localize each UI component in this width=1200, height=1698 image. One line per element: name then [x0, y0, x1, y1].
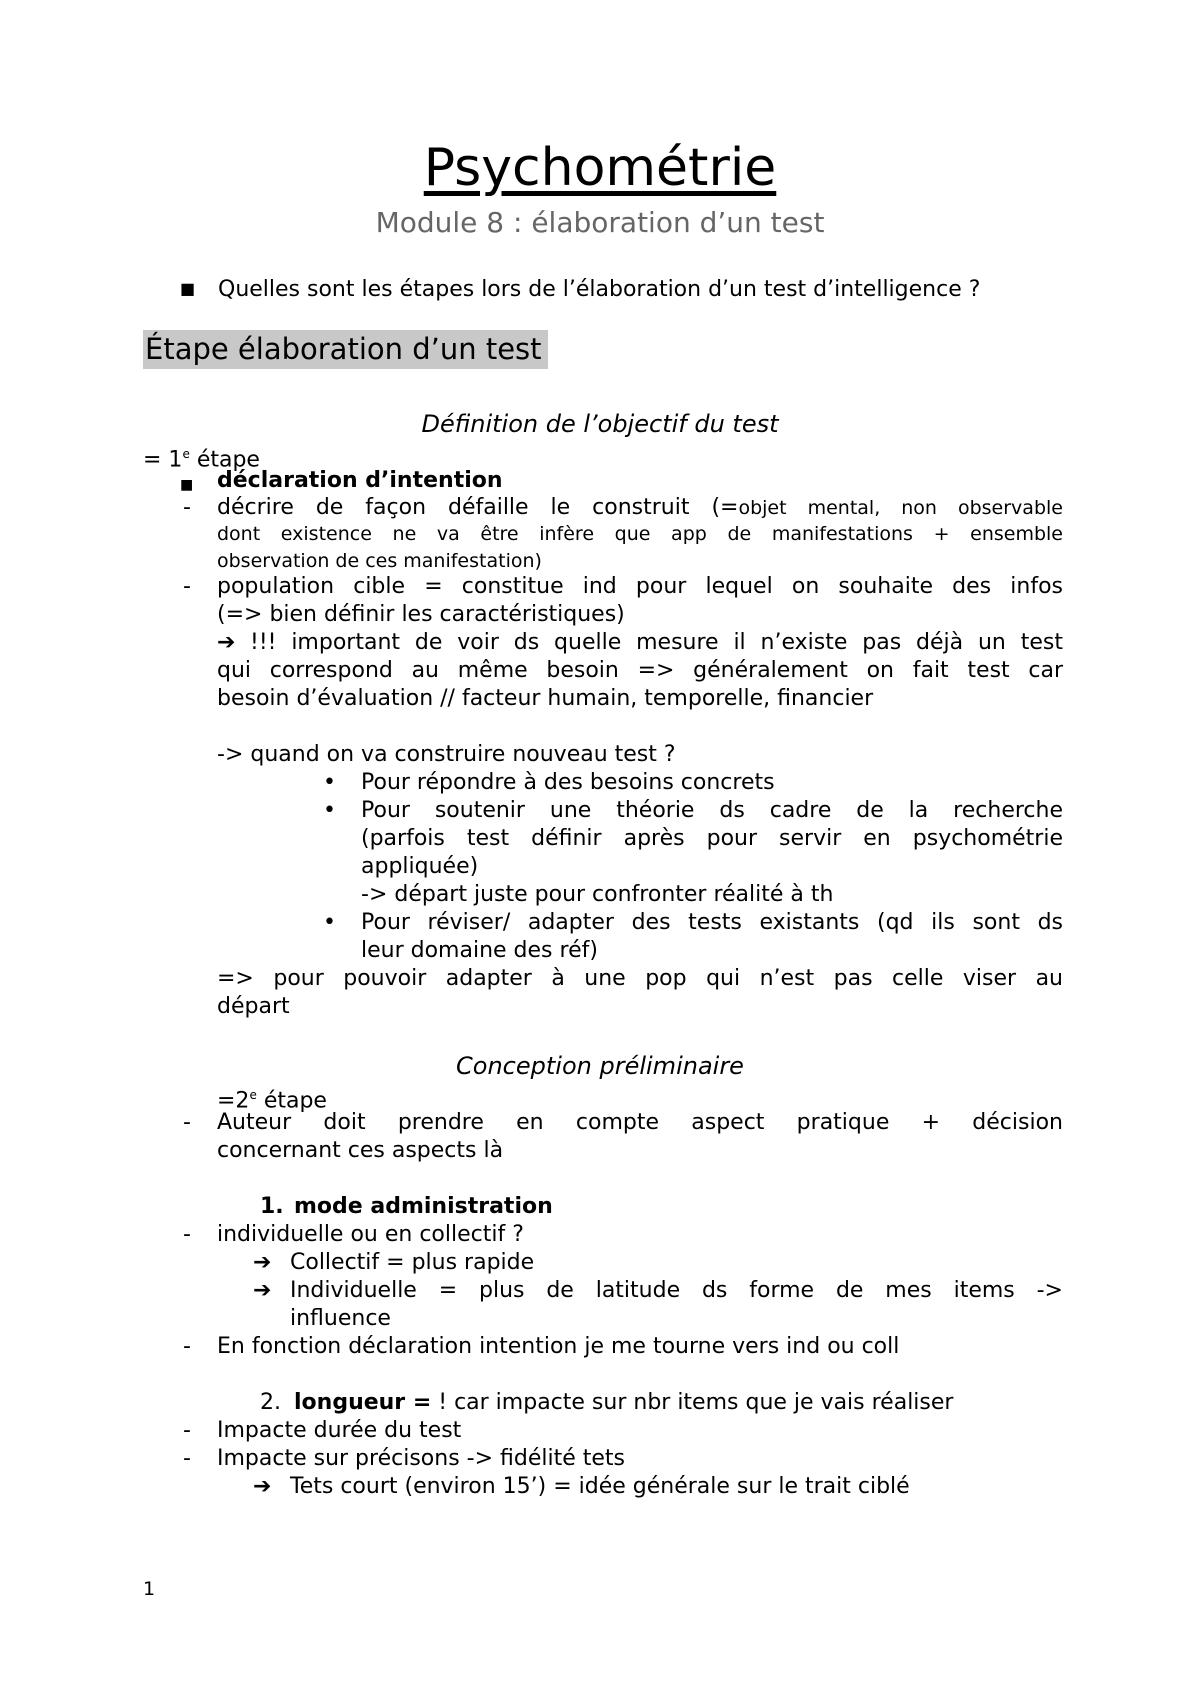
fonction-line: En fonction déclaration intention je me tourne vers ind ou coll [217, 1334, 900, 1359]
arrow-icon: ➔ [253, 1250, 272, 1275]
dash-bullet: - [183, 1110, 191, 1135]
reason-2-line-3: appliquée) [361, 854, 479, 879]
population-line-1: population cible = constitue ind pour lequel on souhaite des infos [217, 574, 1063, 599]
important-line-3: besoin d’évaluation // facteur humain, temporelle, financier [217, 686, 874, 711]
reason-2-line-2: (parfois test définir après pour servir en psychométrie [361, 826, 1063, 851]
mode-heading: mode administration [294, 1194, 553, 1219]
round-bullet-icon: • [323, 910, 336, 935]
heading-definition: Définition de l’objectif du test [421, 410, 779, 438]
dash-bullet: - [183, 1446, 191, 1471]
page-number: 1 [143, 1578, 156, 1600]
construct-line-2: dont existence ne va être infère que app de manifestations + ensemble [217, 523, 1063, 545]
step-2-line: $=2^e$ étape [217, 1088, 327, 1114]
dash-bullet: - [183, 495, 191, 520]
arrow-icon: ➔ [253, 1474, 272, 1499]
construct-line-3: observation de ces manifestation) [217, 550, 542, 572]
important-line-1: !!! important de voir ds quelle mesure il n’existe pas déjà un test [250, 630, 1063, 655]
population-line-2: (=> bien définir les caractéristiques) [217, 602, 625, 627]
round-bullet-icon: • [323, 770, 336, 795]
author-line-2: concernant ces aspects là [217, 1138, 504, 1163]
square-bullet-icon: ■ [180, 279, 196, 298]
arrow-icon: ➔ [253, 1278, 272, 1303]
duree-line: Impacte durée du test [217, 1418, 462, 1443]
longueur-line: longueur = ! car impacte sur nbr items que je vais réaliser [294, 1390, 954, 1415]
page-title: Psychométrie [423, 138, 777, 198]
when-line: -> quand on va construire nouveau test ? [217, 742, 676, 767]
page-subtitle: Module 8 : élaboration d’un test [375, 206, 825, 239]
individuelle-line-1: Individuelle = plus de latitude ds forme de mes items -> [290, 1278, 1063, 1303]
reason-2-line-4: -> départ juste pour confronter réalité à th [361, 882, 834, 907]
square-bullet-icon: ■ [180, 477, 194, 493]
reason-3-line-2: leur domaine des réf) [361, 938, 598, 963]
adapt-line-1: => pour pouvoir adapter à une pop qui n’est pas celle viser au [217, 966, 1063, 991]
important-line-2: qui correspond au même besoin => généralement on fait test car [217, 658, 1063, 683]
step-1-line: = $1^e$ étape [143, 447, 260, 473]
admin-question: individuelle ou en collectif ? [217, 1222, 524, 1247]
heading-conception: Conception préliminaire [456, 1052, 744, 1080]
arrow-icon: ➔ [217, 630, 236, 655]
dash-bullet: - [183, 574, 191, 599]
individuelle-line-2: influence [290, 1306, 391, 1331]
dash-bullet: - [183, 1222, 191, 1247]
intent-label: déclaration d’intention [217, 468, 503, 493]
reason-1: Pour répondre à des besoins concrets [361, 770, 775, 795]
question-line: Quelles sont les étapes lors de l’élaboration d’un test d’intelligence ? [218, 277, 981, 302]
construct-line-1: décrire de façon défaille le construit (=objet mental, non observable [217, 495, 1063, 520]
mode-number: 1. [260, 1194, 284, 1219]
dash-bullet: - [183, 1418, 191, 1443]
section-heading: Étape élaboration d’un test [143, 330, 548, 369]
longueur-number: 2. [260, 1390, 281, 1415]
court-line: Tets court (environ 15’) = idée générale sur le trait ciblé [290, 1474, 910, 1499]
dash-bullet: - [183, 1334, 191, 1359]
reason-2-line-1: Pour soutenir une théorie ds cadre de la recherche [361, 798, 1063, 823]
precision-line: Impacte sur précisons -> fidélité tets [217, 1446, 625, 1471]
round-bullet-icon: • [323, 798, 336, 823]
author-line-1: Auteur doit prendre en compte aspect pratique + décision [217, 1110, 1063, 1135]
collectif-line: Collectif = plus rapide [290, 1250, 535, 1275]
adapt-line-2: départ [217, 994, 290, 1019]
reason-3-line-1: Pour réviser/ adapter des tests existants (qd ils sont ds [361, 910, 1063, 935]
